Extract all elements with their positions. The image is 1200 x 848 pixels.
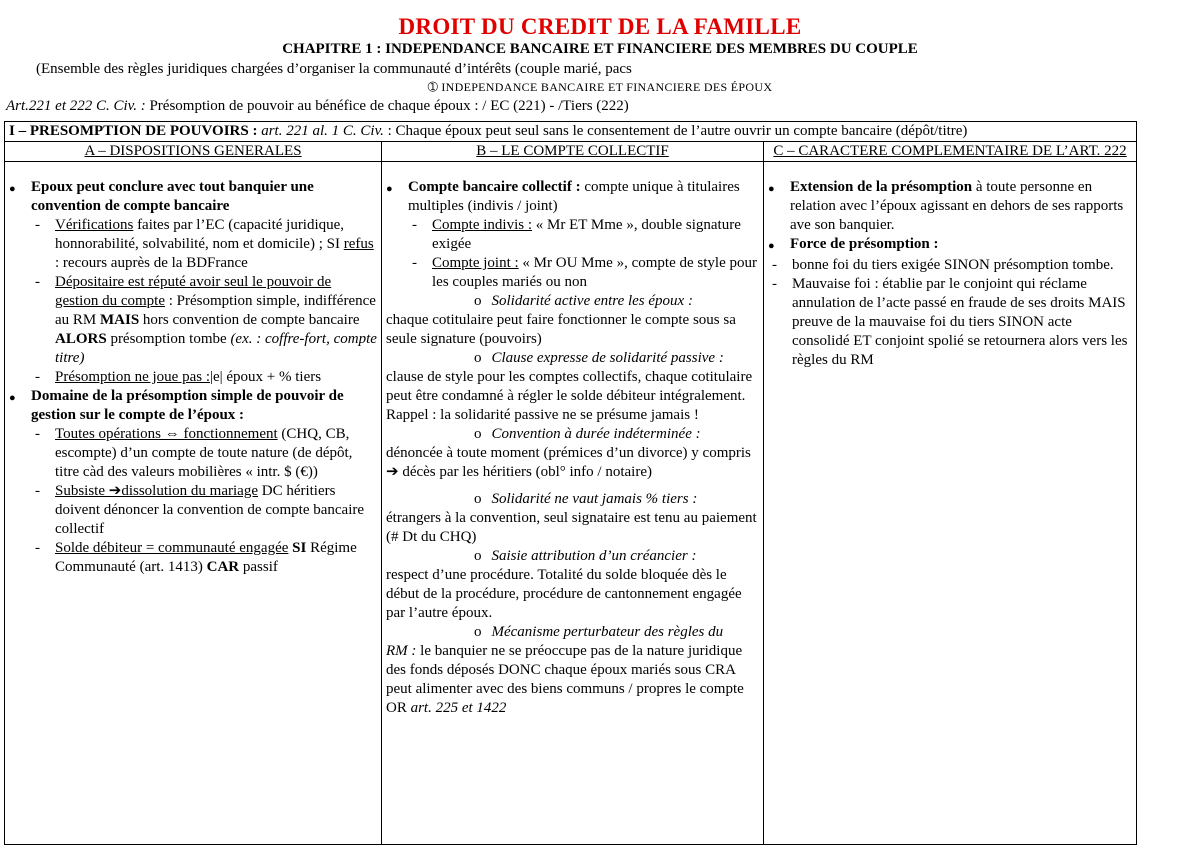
list-item bbox=[9, 216, 377, 273]
colB-s2: Clause expresse de solidarité passive : bbox=[491, 350, 724, 366]
circle-bullet-icon: o bbox=[474, 350, 482, 366]
sub-item bbox=[386, 547, 759, 566]
circle-bullet-icon: o bbox=[474, 624, 482, 640]
colB-s6: Mécanisme perturbateur des règles du bbox=[491, 624, 724, 640]
colA-d5-text: DC héritiers doivent dénoncer la convention de compte bancaire collectif bbox=[55, 483, 365, 537]
colA-d3-text: |e| époux + % tiers bbox=[209, 369, 322, 385]
colA-d4-text: (CHQ, CB, escompte) d’un compte de toute nature (de dépôt, titre càd des valeurs mobilières « intr. $ (€)) bbox=[55, 426, 353, 480]
colB-p2: clause de style pour les comptes collectifs, chaque cotitulaire peut être condamné à régler le solde débiteur intégralement. bbox=[386, 369, 753, 404]
list-item bbox=[9, 273, 377, 368]
list-item bbox=[768, 235, 1132, 256]
colA-d1-underlined: Vérifications bbox=[55, 217, 134, 233]
colC-d1: bonne foi du tiers exigée SINON présomption tombe. bbox=[792, 257, 1114, 273]
document-title: DROIT DU CREDIT DE LA FAMILLE bbox=[398, 14, 802, 39]
dash-icon: - bbox=[412, 255, 417, 271]
presumption-table bbox=[4, 121, 1137, 845]
list-item bbox=[9, 482, 377, 539]
colB-d1-underlined: Compte indivis : bbox=[432, 217, 533, 233]
colA-d6-bold: SI bbox=[288, 540, 307, 556]
list-item bbox=[386, 216, 759, 254]
colC-d2: Mauvaise foi : établie par le conjoint qui réclame annulation de l’acte passé en fraude de ses droits MAIS preuve de la mauvaise foi du tiers SINON acte consolidé ET conjoint spolié se retournera alors vers les règles du RM bbox=[792, 276, 1128, 368]
colB-p6 bbox=[386, 642, 759, 718]
colB-d2-underlined: Compte joint : bbox=[432, 255, 519, 271]
column-c-content bbox=[764, 162, 1137, 845]
colB-p6-text: le banquier ne se préoccupe pas de la nature juridique des fonds déposés DONC chaque époux mariés sous CRA peut alimenter avec des biens communs / propres le compte OR bbox=[386, 643, 744, 716]
column-header-a: A – DISPOSITIONS GENERALES bbox=[5, 142, 382, 162]
colB-d1-text: « Mr ET Mme », double signature exigée bbox=[432, 217, 741, 252]
dash-icon: - bbox=[35, 274, 40, 290]
table-header-italic: art. 221 al. 1 C. Civ. bbox=[257, 123, 384, 139]
list-item bbox=[768, 178, 1132, 235]
section-subheading: ➀ INDEPENDANCE BANCAIRE ET FINANCIERE DES ÉPOUX bbox=[427, 80, 773, 94]
colA-d2-italic: (ex. : coffre-fort, compte titre) bbox=[55, 331, 377, 366]
bullet-icon: ● bbox=[386, 183, 393, 195]
colB-p4: étrangers à la convention, seul signataire est tenu au paiement (# Dt du CHQ) bbox=[386, 510, 757, 545]
column-header-c: C – CARACTERE COMPLEMENTAIRE DE L’ART. 222 bbox=[764, 142, 1137, 162]
dash-icon: - bbox=[35, 540, 40, 556]
dash-icon: - bbox=[35, 217, 40, 233]
list-item bbox=[9, 368, 377, 387]
chapter-heading: CHAPITRE 1 : INDEPENDANCE BANCAIRE ET FINANCIERE DES MEMBRES DU COUPLE bbox=[282, 41, 918, 57]
dash-icon: - bbox=[35, 426, 40, 442]
list-item bbox=[768, 275, 1132, 370]
colC-b1-text: à toute personne en relation avec l’époux agissant en dehors de ses rapports ave son banquier. bbox=[790, 179, 1124, 233]
table-header-bold: I – PRESOMPTION DE POUVOIRS : bbox=[9, 123, 258, 139]
sub-item bbox=[386, 490, 759, 509]
dash-icon: - bbox=[772, 276, 777, 292]
colA-d4-underlined: Toutes opérations ⇔ fonctionnement bbox=[55, 426, 278, 442]
colA-d2-text: : Présomption simple, indifférence au RM bbox=[55, 293, 376, 328]
list-item bbox=[386, 254, 759, 292]
colB-p6-italic-2: art. 225 et 1422 bbox=[410, 700, 507, 716]
sub-item bbox=[386, 292, 759, 311]
list-item bbox=[9, 539, 377, 577]
colB-p6-italic: RM : bbox=[386, 643, 417, 659]
colB-s3: Convention à durée indéterminée : bbox=[491, 426, 701, 442]
colA-d6-text-2: passif bbox=[239, 559, 278, 575]
dash-icon: - bbox=[35, 483, 40, 499]
dash-icon: - bbox=[412, 217, 417, 233]
colA-d6-text: Régime Communauté (art. 1413) bbox=[55, 540, 357, 575]
colA-bullet-1: Epoux peut conclure avec tout banquier une convention de compte bancaire bbox=[31, 179, 314, 214]
circle-bullet-icon: o bbox=[474, 548, 482, 564]
colB-d2-text: « Mr OU Mme », compte de style pour les couples mariés ou non bbox=[432, 255, 757, 290]
colB-s4: Solidarité ne vaut jamais % tiers : bbox=[491, 491, 698, 507]
sub-item bbox=[386, 623, 759, 642]
colA-d3-underlined: Présomption ne joue pas : bbox=[55, 369, 210, 385]
circle-bullet-icon: o bbox=[474, 293, 482, 309]
table-header-text: : Chaque époux peut seul sans le consentement de l’autre ouvrir un compte bancaire (dépôt/titre) bbox=[383, 123, 968, 139]
colA-d1-underlined-2: refus bbox=[343, 236, 374, 252]
colB-b1-text: compte unique à titulaires multiples (indivis / joint) bbox=[408, 179, 740, 214]
colA-d1-text-2: : recours auprès de la BDFrance bbox=[55, 255, 248, 271]
column-a-content bbox=[5, 162, 382, 845]
circle-bullet-icon: o bbox=[474, 426, 482, 442]
colA-d2-text-3: présomption tombe bbox=[106, 331, 231, 347]
colB-p1: chaque cotitulaire peut faire fonctionner le compte sous sa seule signature (pouvoirs) bbox=[386, 312, 736, 347]
list-item bbox=[9, 387, 377, 425]
colC-b2-bold: Force de présomption : bbox=[790, 236, 939, 252]
colA-d1-text: faites par l’EC (capacité juridique, honnorabilité, solvabilité, nom et domicile) ; SI bbox=[55, 217, 345, 252]
dash-icon: - bbox=[35, 369, 40, 385]
bullet-icon: ● bbox=[768, 183, 775, 195]
colB-b1-bold: Compte bancaire collectif : bbox=[408, 179, 581, 195]
intro-line: (Ensemble des règles juridiques chargées d’organiser la communauté d’intérêts (couple marié, pacs bbox=[36, 61, 632, 77]
list-item bbox=[9, 178, 377, 216]
colA-d2-bold-2: ALORS bbox=[55, 331, 107, 347]
article-reference bbox=[6, 98, 629, 115]
colC-b1-bold: Extension de la présomption bbox=[790, 179, 973, 195]
colA-d2-underlined: Dépositaire est réputé avoir seul le pouvoir de gestion du compte bbox=[55, 274, 332, 309]
colA-d2-text-2: hors convention de compte bancaire bbox=[139, 312, 360, 328]
sub-item bbox=[386, 349, 759, 368]
colA-d6-bold-2: CAR bbox=[206, 559, 240, 575]
colB-p5: respect d’une procédure. Totalité du solde bloquée dès le début de la procédure, procédure de cantonnement engagée par l’autre époux. bbox=[386, 567, 742, 621]
list-item bbox=[768, 256, 1132, 275]
colB-p2b: Rappel : la solidarité passive ne se présume jamais ! bbox=[386, 407, 699, 423]
colA-d6-underlined: Solde débiteur = communauté engagée bbox=[55, 540, 289, 556]
bullet-icon: ● bbox=[9, 183, 16, 195]
dash-icon: - bbox=[772, 257, 777, 273]
article-reference-text: Présomption de pouvoir au bénéfice de chaque époux : / EC (221) - /Tiers (222) bbox=[145, 98, 629, 114]
colB-s1: Solidarité active entre les époux : bbox=[491, 293, 693, 309]
table-header-row bbox=[5, 122, 1137, 142]
column-header-b: B – LE COMPTE COLLECTIF bbox=[382, 142, 764, 162]
colB-s5: Saisie attribution d’un créancier : bbox=[491, 548, 697, 564]
list-item bbox=[386, 178, 759, 216]
list-item bbox=[9, 425, 377, 482]
bullet-icon: ● bbox=[9, 392, 16, 404]
colA-d5-underlined: Subsiste ➔dissolution du mariage bbox=[55, 483, 258, 499]
colB-p3: dénoncée à toute moment (prémices d’un divorce) y compris ➔ décès par les héritiers (obl° info / notaire) bbox=[386, 445, 751, 480]
colA-bullet-2: Domaine de la présomption simple de pouvoir de gestion sur le compte de l’époux : bbox=[31, 388, 344, 423]
colA-d2-bold: MAIS bbox=[100, 312, 140, 328]
column-b-content bbox=[382, 162, 764, 845]
circle-bullet-icon: o bbox=[474, 491, 482, 507]
bullet-icon: ● bbox=[768, 240, 775, 252]
article-reference-italic: Art.221 et 222 C. Civ. : bbox=[6, 98, 146, 114]
sub-item bbox=[386, 425, 759, 444]
